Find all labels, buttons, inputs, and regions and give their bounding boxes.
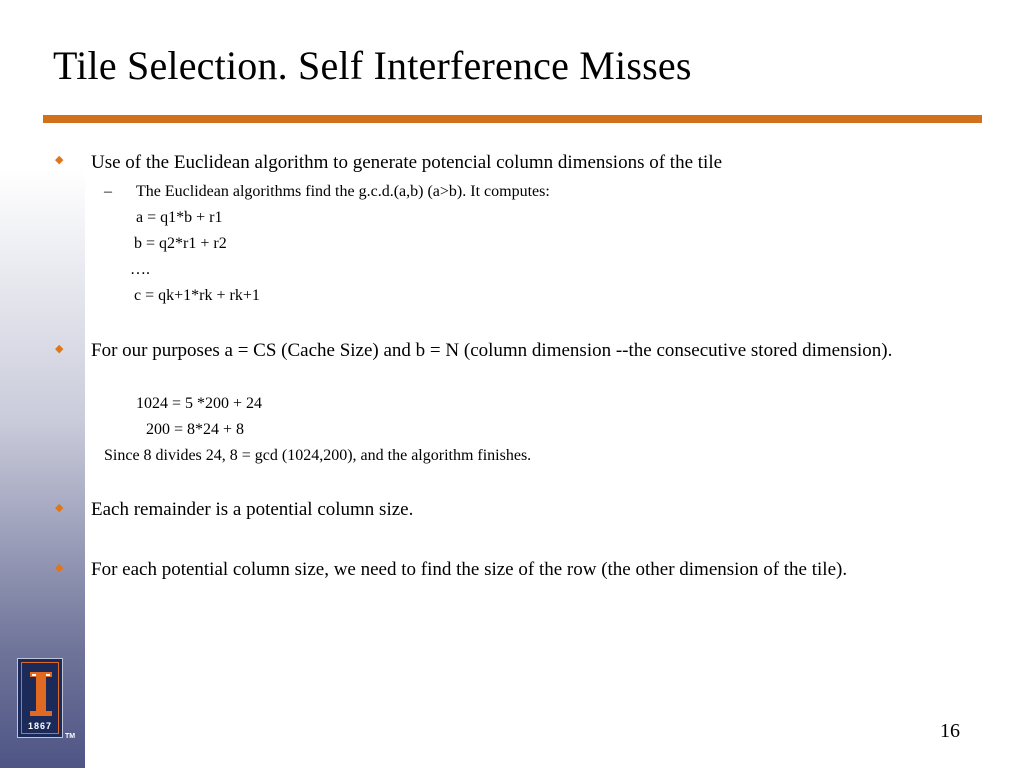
equation-ellipsis: …. (130, 261, 150, 278)
page-number: 16 (940, 720, 960, 742)
bullet-icon: ◆ (55, 343, 64, 355)
title-divider (43, 115, 982, 123)
slide-title: Tile Selection. Self Interference Misses (53, 43, 692, 88)
equation-line-3: c = qk+1*rk + rk+1 (134, 287, 260, 304)
example-line-1: 1024 = 5 *200 + 24 (136, 395, 263, 412)
bullet-3-text: Each remainder is a potential column size. (91, 499, 414, 520)
equation-line-1: a = q1*b + r1 (136, 209, 223, 226)
university-logo (17, 658, 63, 738)
trademark-mark: TM (65, 733, 76, 740)
bullet-icon: ◆ (55, 154, 64, 166)
logo-year: 1867 (27, 721, 53, 731)
example-line-2: 200 = 8*24 + 8 (146, 421, 245, 438)
bullet-icon: ◆ (55, 562, 64, 574)
bullet-icon: ◆ (55, 502, 64, 514)
bullet-4-text: For each potential column size, we need to find the size of the row (the other dimension of the tile). (91, 559, 848, 580)
equation-line-2: b = q2*r1 + r2 (134, 235, 227, 252)
example-conclusion: Since 8 divides 24, 8 = gcd (1024,200), and the algorithm finishes. (104, 447, 532, 464)
dash-icon: – (104, 183, 112, 200)
sub-bullet-text: The Euclidean algorithms find the g.c.d.(a,b) (a>b). It computes: (136, 183, 550, 200)
bullet-2-text: For our purposes a = CS (Cache Size) and b = N (column dimension --the consecutive stored dimension). (91, 340, 893, 361)
bullet-1-text: Use of the Euclidean algorithm to generate potencial column dimensions of the tile (91, 152, 723, 173)
